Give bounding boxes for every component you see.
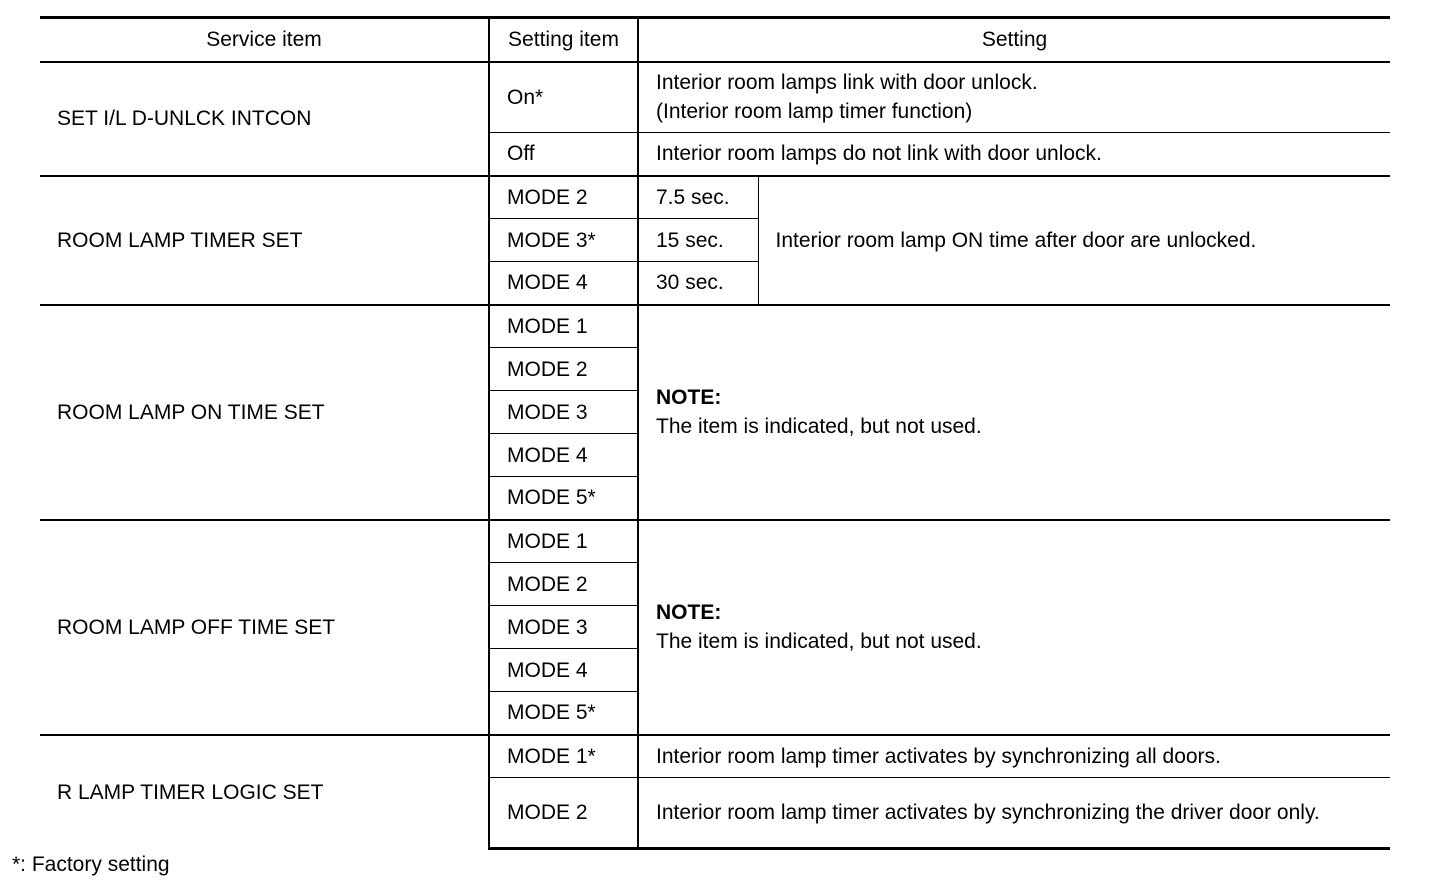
table-row [40,62,1390,133]
setting-item-cell: MODE 2 [489,778,638,849]
service-item-cell: SET I/L D-UNLCK INTCON [57,107,312,130]
setting-item-cell: MODE 3* [489,219,638,262]
service-item-cell: R LAMP TIMER LOGIC SET [40,735,489,849]
note-text: The item is indicated, but not used. [656,630,982,653]
setting-item-cell: MODE 5* [489,692,638,735]
setting-value-cell: 30 sec. [638,262,758,305]
setting-value-cell: 15 sec. [638,219,758,262]
footnote: *: Factory setting [12,853,170,876]
table-row [40,176,1390,219]
setting-item-cell: Off [489,133,638,176]
setting-item-cell: MODE 4 [489,434,638,477]
setting-item-cell: MODE 2 [489,348,638,391]
service-item-cell: ROOM LAMP ON TIME SET [40,305,489,520]
setting-item-cell: MODE 4 [489,649,638,692]
note-cell [638,305,1390,520]
setting-item-cell: MODE 2 [489,563,638,606]
setting-value-cell: 7.5 sec. [638,176,758,219]
table-row [40,305,1390,348]
setting-item-cell: On* [489,62,638,133]
setting-cell: Interior room lamps link with door unlock. (Interior room lamp timer function) [638,62,1390,133]
header-setting: Setting [638,18,1390,62]
header-setting-item: Setting item [489,18,638,62]
note-label: NOTE: [656,601,722,624]
table-row [40,735,1390,778]
setting-item-cell: MODE 1* [489,735,638,778]
setting-item-cell: MODE 3 [489,606,638,649]
table-row [40,520,1390,563]
setting-cell: Interior room lamp timer activates by synchronizing all doors. [638,735,1390,778]
service-item-cell: ROOM LAMP TIMER SET [40,176,489,305]
setting-item-cell: MODE 1 [489,305,638,348]
header-service-item: Service item [40,18,489,62]
setting-item-cell: MODE 4 [489,262,638,305]
service-item-cell: ROOM LAMP OFF TIME SET [40,520,489,735]
setting-description-cell: Interior room lamp ON time after door are unlocked. [758,176,1390,305]
setting-item-cell: MODE 2 [489,176,638,219]
setting-item-cell: MODE 1 [489,520,638,563]
setting-item-cell: MODE 3 [489,391,638,434]
note-text: The item is indicated, but not used. [656,415,982,438]
setting-cell: Interior room lamps do not link with door unlock. [638,133,1390,176]
note-cell [638,520,1390,735]
setting-cell: Interior room lamp timer activates by synchronizing the driver door only. [638,778,1390,849]
table-header-row [40,18,1390,62]
note-label: NOTE: [656,386,722,409]
service-settings-table [40,16,1390,850]
setting-item-cell: MODE 5* [489,477,638,520]
